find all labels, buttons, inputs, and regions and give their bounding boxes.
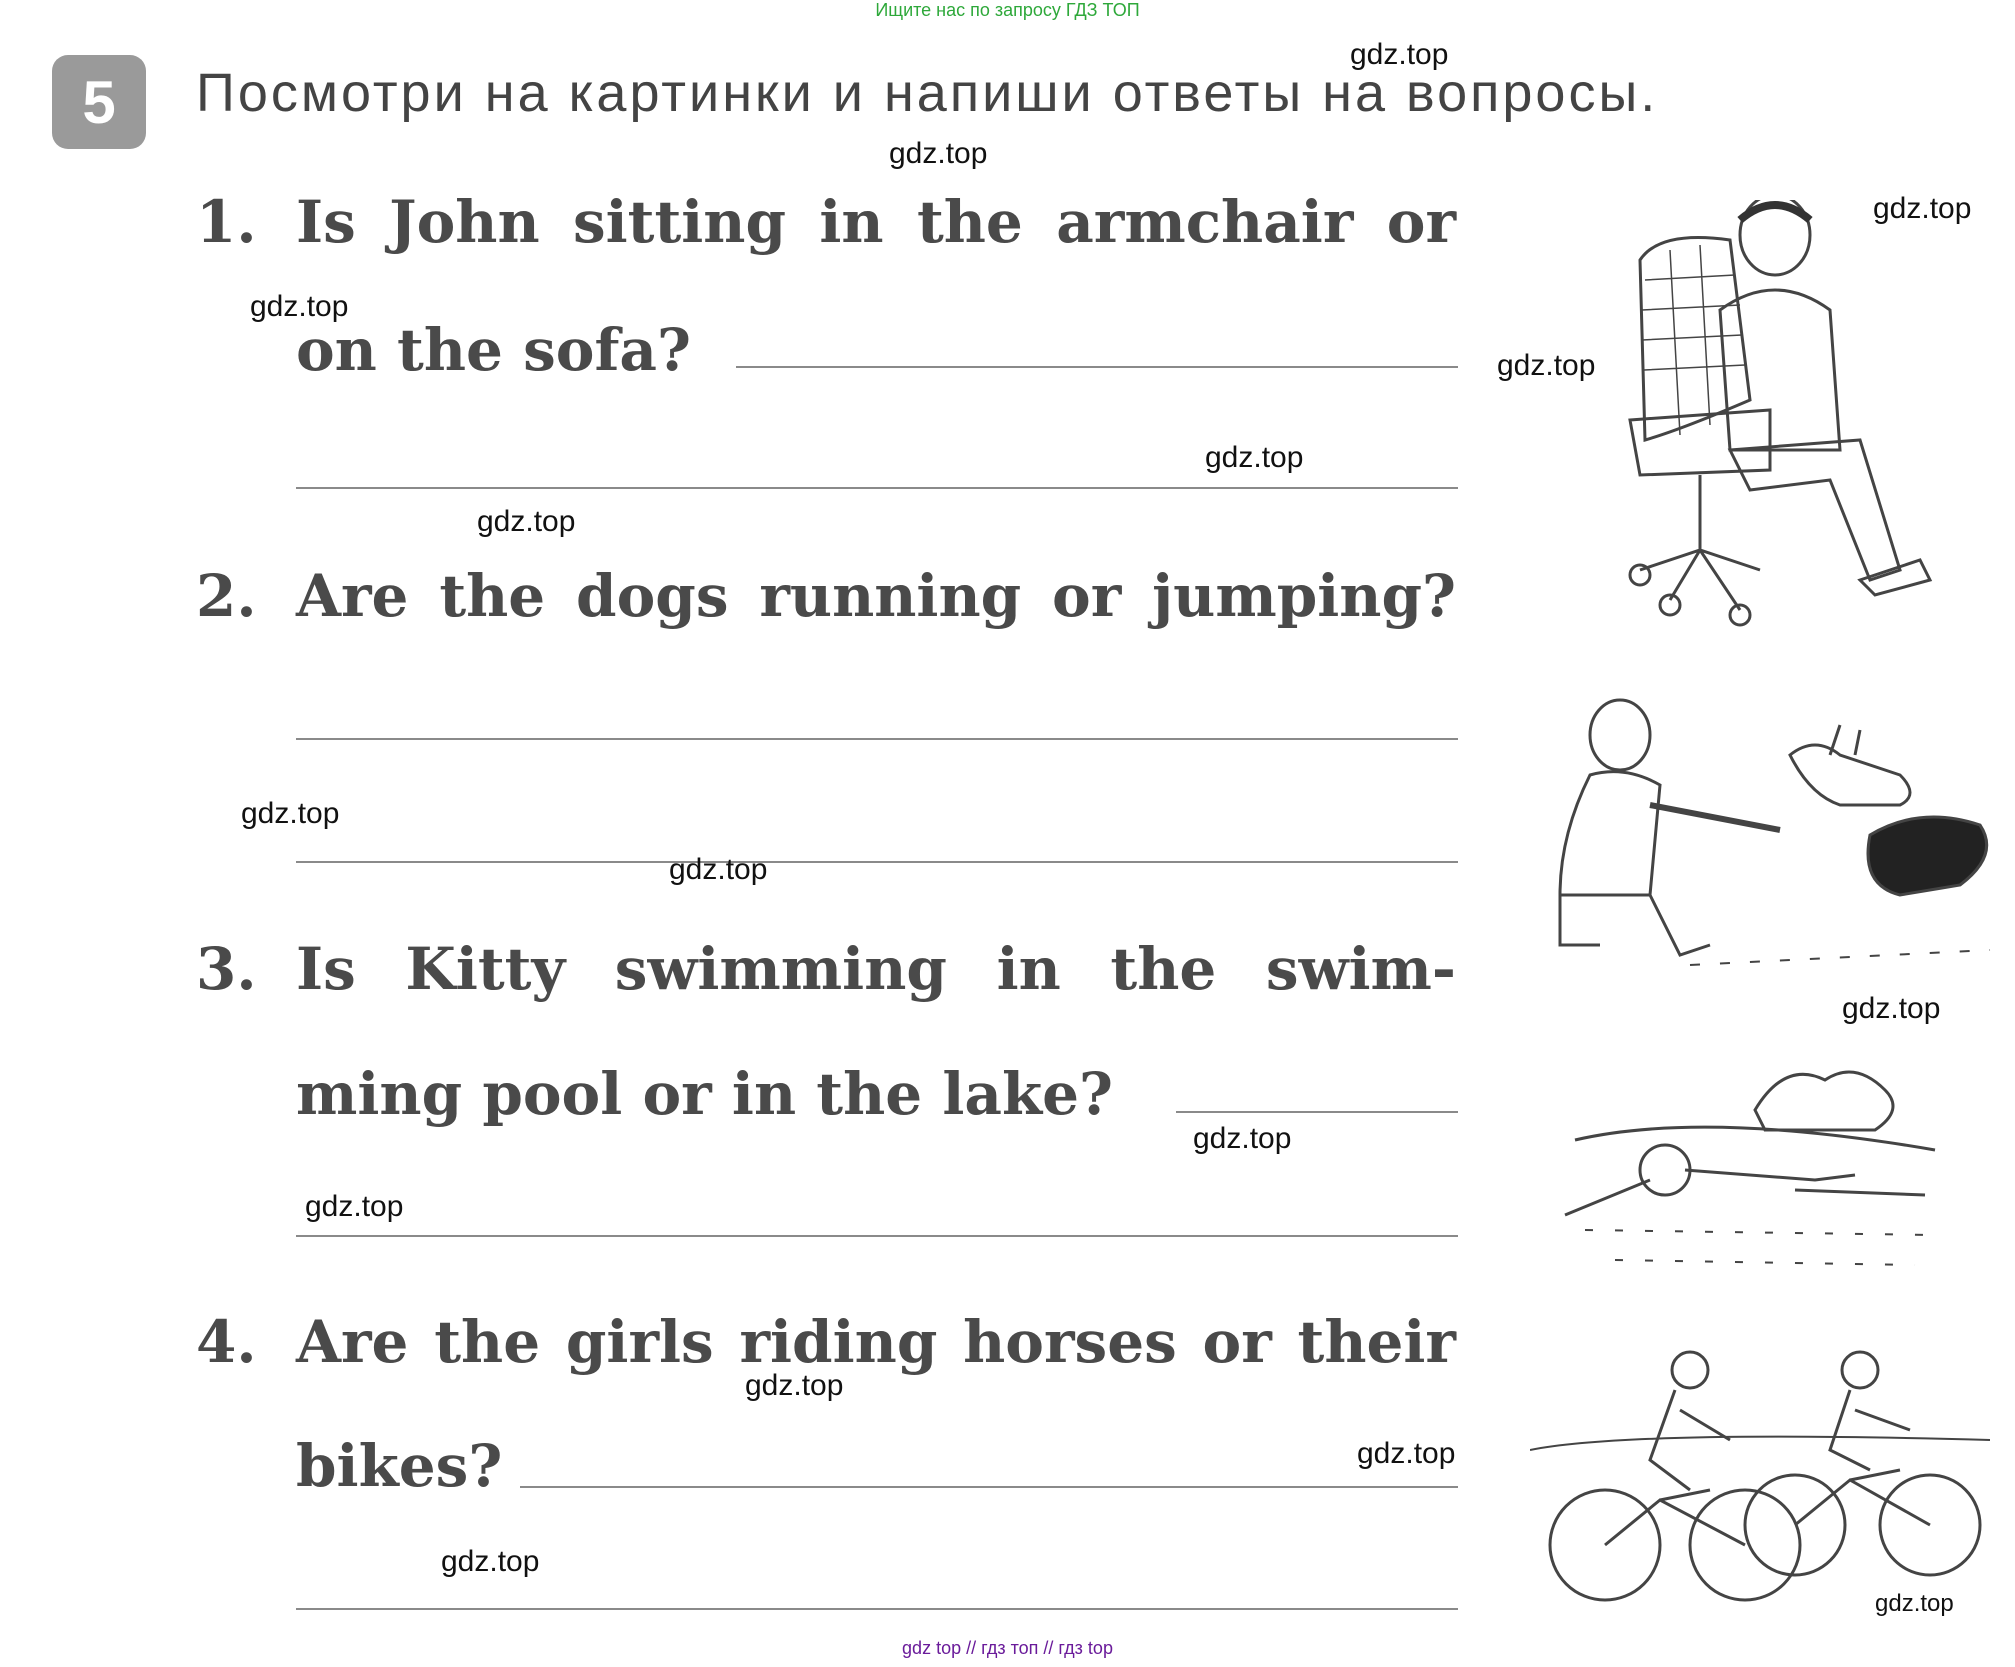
question-1-line-1: Is John sitting in the armchair or [296, 188, 1456, 256]
question-1-number: 1. [196, 188, 257, 256]
kitty-head [1640, 1145, 1690, 1195]
watermark: gdz.top [1350, 38, 1449, 71]
question-4-number: 4. [196, 1308, 257, 1376]
watermark: gdz.top [1873, 192, 1972, 225]
woman-body [1560, 772, 1660, 895]
girl-head [1842, 1352, 1878, 1388]
horizon [1530, 1437, 1990, 1450]
dog-running [1868, 817, 1987, 895]
watermark: gdz.top [1205, 441, 1304, 474]
watermark: gdz.top [669, 853, 768, 886]
answer-line[interactable] [736, 366, 1458, 368]
girl-body [1830, 1390, 1910, 1470]
dog-jumping [1790, 745, 1910, 805]
shore-line [1575, 1127, 1935, 1150]
watermark: gdz.top [1357, 1437, 1456, 1470]
watermark: gdz.top [1875, 1590, 1954, 1617]
watermark: gdz.top [305, 1190, 404, 1223]
kitty-body [1685, 1170, 1855, 1180]
watermark: gdz.top [1497, 349, 1596, 382]
answer-line[interactable] [296, 861, 1458, 863]
girl-head [1672, 1352, 1708, 1388]
answer-line[interactable] [520, 1486, 1458, 1488]
john-shoe [1860, 560, 1930, 595]
answer-line[interactable] [296, 738, 1458, 740]
question-3-line-2: ming pool or in the lake? [296, 1060, 1114, 1128]
watermark: gdz.top [1193, 1122, 1292, 1155]
question-2-line-1: Are the dogs running or jumping? [296, 562, 1456, 630]
john-legs [1730, 440, 1900, 580]
ground [1690, 950, 1990, 965]
kitty-arms [1565, 1180, 1925, 1215]
question-2-number: 2. [196, 562, 257, 630]
watermark: gdz.top [889, 137, 988, 170]
answer-line[interactable] [296, 1235, 1458, 1237]
answer-line[interactable] [1176, 1111, 1458, 1113]
question-4-line-2: bikes? [296, 1432, 503, 1500]
bike-frame [1605, 1490, 1745, 1545]
water-ripples [1585, 1230, 1935, 1265]
dogs-illustration [1540, 695, 2010, 985]
girl-body [1650, 1390, 1730, 1490]
question-3-line-1: Is Kitty swimming in the swim- [296, 935, 1456, 1003]
woman-head [1590, 700, 1650, 770]
girls-bikes-illustration [1530, 1350, 1990, 1610]
watermark: gdz.top [250, 290, 349, 323]
watermark: gdz.top [441, 1545, 540, 1578]
watermark: gdz.top [477, 505, 576, 538]
answer-line[interactable] [296, 1608, 1458, 1610]
question-3-number: 3. [196, 935, 257, 1003]
task-instruction: Посмотри на картинки и напиши ответы на вопросы. [196, 63, 1659, 123]
stick [1650, 805, 1780, 830]
task-number-badge: 5 [52, 55, 146, 149]
footer-watermark: gdz top // гдз топ // гдз top [902, 1638, 1113, 1658]
answer-line[interactable] [296, 487, 1458, 489]
question-4-line-1: Are the girls riding horses or their [296, 1308, 1456, 1376]
armchair-pattern [1642, 245, 1745, 435]
watermark: gdz.top [745, 1369, 844, 1402]
trees [1755, 1072, 1893, 1130]
top-banner: Ищите нас по запросу ГДЗ ТОП [875, 0, 1140, 20]
woman-legs [1560, 895, 1710, 955]
armchair-base [1640, 475, 1760, 610]
john-armchair-illustration [1600, 200, 1970, 650]
watermark: gdz.top [241, 797, 340, 830]
wheel [1630, 565, 1650, 585]
kitty-swimming-illustration [1555, 1060, 1955, 1280]
watermark: gdz.top [1842, 992, 1941, 1025]
question-1-line-2: on the sofa? [296, 316, 691, 384]
